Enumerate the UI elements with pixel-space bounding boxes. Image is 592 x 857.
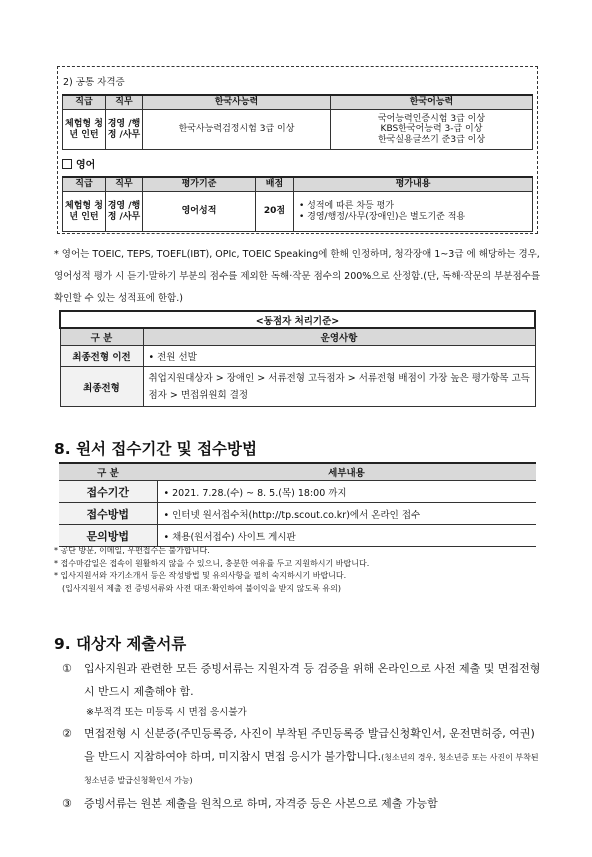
english-label-text: 영어 bbox=[76, 160, 96, 171]
contents-cell bbox=[294, 192, 533, 232]
rank-cell: 체험형 청년 인턴 bbox=[63, 192, 106, 232]
english-table bbox=[62, 176, 533, 232]
col-header: 직급 bbox=[63, 177, 106, 192]
item-text: 증빙서류는 원본 제출을 원칙으로 하며, 자격증 등은 사본으로 제출 가능함 bbox=[84, 796, 438, 810]
col-header: 평가내용 bbox=[294, 177, 533, 192]
content-line: • 성적에 따른 차등 평가 bbox=[299, 201, 394, 212]
list-item bbox=[62, 793, 544, 816]
tie-row-key: 최종전형 이전 bbox=[60, 346, 143, 367]
tie-row-key: 최종전형 bbox=[60, 367, 143, 407]
duty-cell: 경영 /행정 /사무 bbox=[106, 192, 143, 232]
list-item bbox=[62, 723, 544, 793]
note-line: * 입사지원서와 자기소개서 등은 작성방법 및 유의사항을 필히 숙지하시기 바랍니다. bbox=[54, 571, 347, 580]
korean-line: 한국실용글쓰기 준3급 이상 bbox=[377, 134, 486, 145]
col-header: 운영사항 bbox=[143, 328, 535, 346]
korean-line: 국어능력인증시험 3급 이상 bbox=[377, 113, 486, 124]
col-header: 한국어능력 bbox=[331, 95, 533, 110]
application-table bbox=[59, 462, 536, 547]
col-header: 직급 bbox=[63, 95, 106, 110]
app-row-value: • 2021. 7.28.(수) ~ 8. 5.(목) 18:00 까지 bbox=[157, 481, 536, 503]
item-number: ② bbox=[62, 727, 72, 740]
note-line: * 공단 방문, 이메일, 우편접수는 불가합니다. bbox=[54, 546, 210, 555]
app-row-value: • 인터넷 원서접수처(http://tp.scout.co.kr)에서 온라인 접수 bbox=[157, 503, 536, 525]
item-text: 면접전형 시 신분증(주민등록증, 사진이 부착된 주민등록증 발급신청확인서, 운전면허증, 여권)을 반드시 지참하여야 하며, 미지참시 면접 응시가 불가합니다. bbox=[84, 727, 535, 763]
duty-cell: 경영 /행정 /사무 bbox=[106, 110, 143, 150]
list-item bbox=[62, 658, 544, 723]
common-cert-table bbox=[62, 94, 533, 150]
korean-line: KBS한국어능력 3-급 이상 bbox=[380, 124, 483, 135]
criteria-cell: 영어성적 bbox=[143, 192, 256, 232]
item-text: 입사지원과 관련한 모든 증빙서류는 지원자격 등 검증을 위해 온라인으로 사전 제출 및 면접전형 시 반드시 제출해야 함. bbox=[84, 662, 541, 698]
section-8-heading: 8. 원서 접수기간 및 접수방법 bbox=[54, 440, 257, 458]
item-number: ③ bbox=[62, 796, 72, 810]
col-header: 구 분 bbox=[59, 463, 157, 481]
item-number: ① bbox=[62, 662, 72, 675]
documents-list bbox=[62, 658, 544, 815]
score-cell: 20점 bbox=[256, 192, 294, 232]
app-row-key: 접수기간 bbox=[59, 481, 157, 503]
application-notes bbox=[54, 545, 554, 595]
app-row-value: • 채용(원서접수) 사이트 게시판 bbox=[157, 525, 536, 547]
col-header: 한국사능력 bbox=[143, 95, 331, 110]
col-header: 세부내용 bbox=[157, 463, 536, 481]
app-row-key: 접수방법 bbox=[59, 503, 157, 525]
item-subnote: ※부적격 또는 미등록 시 면접 응시불가 bbox=[86, 707, 247, 718]
korean-cell bbox=[331, 110, 533, 150]
checkbox-icon bbox=[62, 159, 72, 169]
note-line: * 접수마감일은 접속이 원활하지 않을 수 있으니, 충분한 여유를 두고 지원하시기 바랍니다. bbox=[54, 558, 370, 568]
history-cell: 한국사능력검정시험 3급 이상 bbox=[143, 110, 331, 150]
col-header: 직무 bbox=[106, 177, 143, 192]
col-header: 평가기준 bbox=[143, 177, 256, 192]
tie-row-value: 취업지원대상자 > 장애인 > 서류전형 고득점자 > 서류전형 배점이 가장 높은 평가항목 고득점자 > 면접위원회 결정 bbox=[143, 367, 535, 407]
col-header: 배점 bbox=[256, 177, 294, 192]
col-header: 구 분 bbox=[60, 328, 143, 346]
content-line: • 경영/행정/사무(장애인)은 별도기준 적용 bbox=[299, 211, 466, 222]
tie-break-title: <동점자 처리기준> bbox=[60, 311, 535, 328]
tie-row-value: • 전원 선발 bbox=[143, 346, 535, 367]
note-line: (입사지원서 제출 전 증빙서류와 사전 대조·확인하여 불이익을 받지 않도록 유의) bbox=[62, 583, 341, 593]
common-subtitle: 2) 공통 자격증 bbox=[63, 77, 125, 88]
english-note: * 영어는 TOEIC, TEPS, TOEFL(IBT), OPIc, TOEIC Speaking에 한해 인정하며, 청각장애 1~3급 에 해당하는 경우, 영어성적 평가 시 듣기·말하기 부분의 점수를 제외한 독해·작문 점수의 200%으로 산정함.(단, 독해·작문의 부분점수를 확인할 수 있는 성적표에 한함.) bbox=[54, 249, 540, 304]
section-9-heading: 9. 대상자 제출서류 bbox=[54, 635, 187, 653]
item-small-note: (청소년의 경우, 청소년증 또는 사진이 부착된 청소년증 발급신청확인서 가능) bbox=[84, 752, 539, 785]
english-label bbox=[62, 156, 95, 171]
tie-break-table bbox=[59, 310, 536, 407]
col-header: 직무 bbox=[106, 95, 143, 110]
app-row-key: 문의방법 bbox=[59, 525, 157, 547]
rank-cell: 체험형 청년 인턴 bbox=[63, 110, 106, 150]
